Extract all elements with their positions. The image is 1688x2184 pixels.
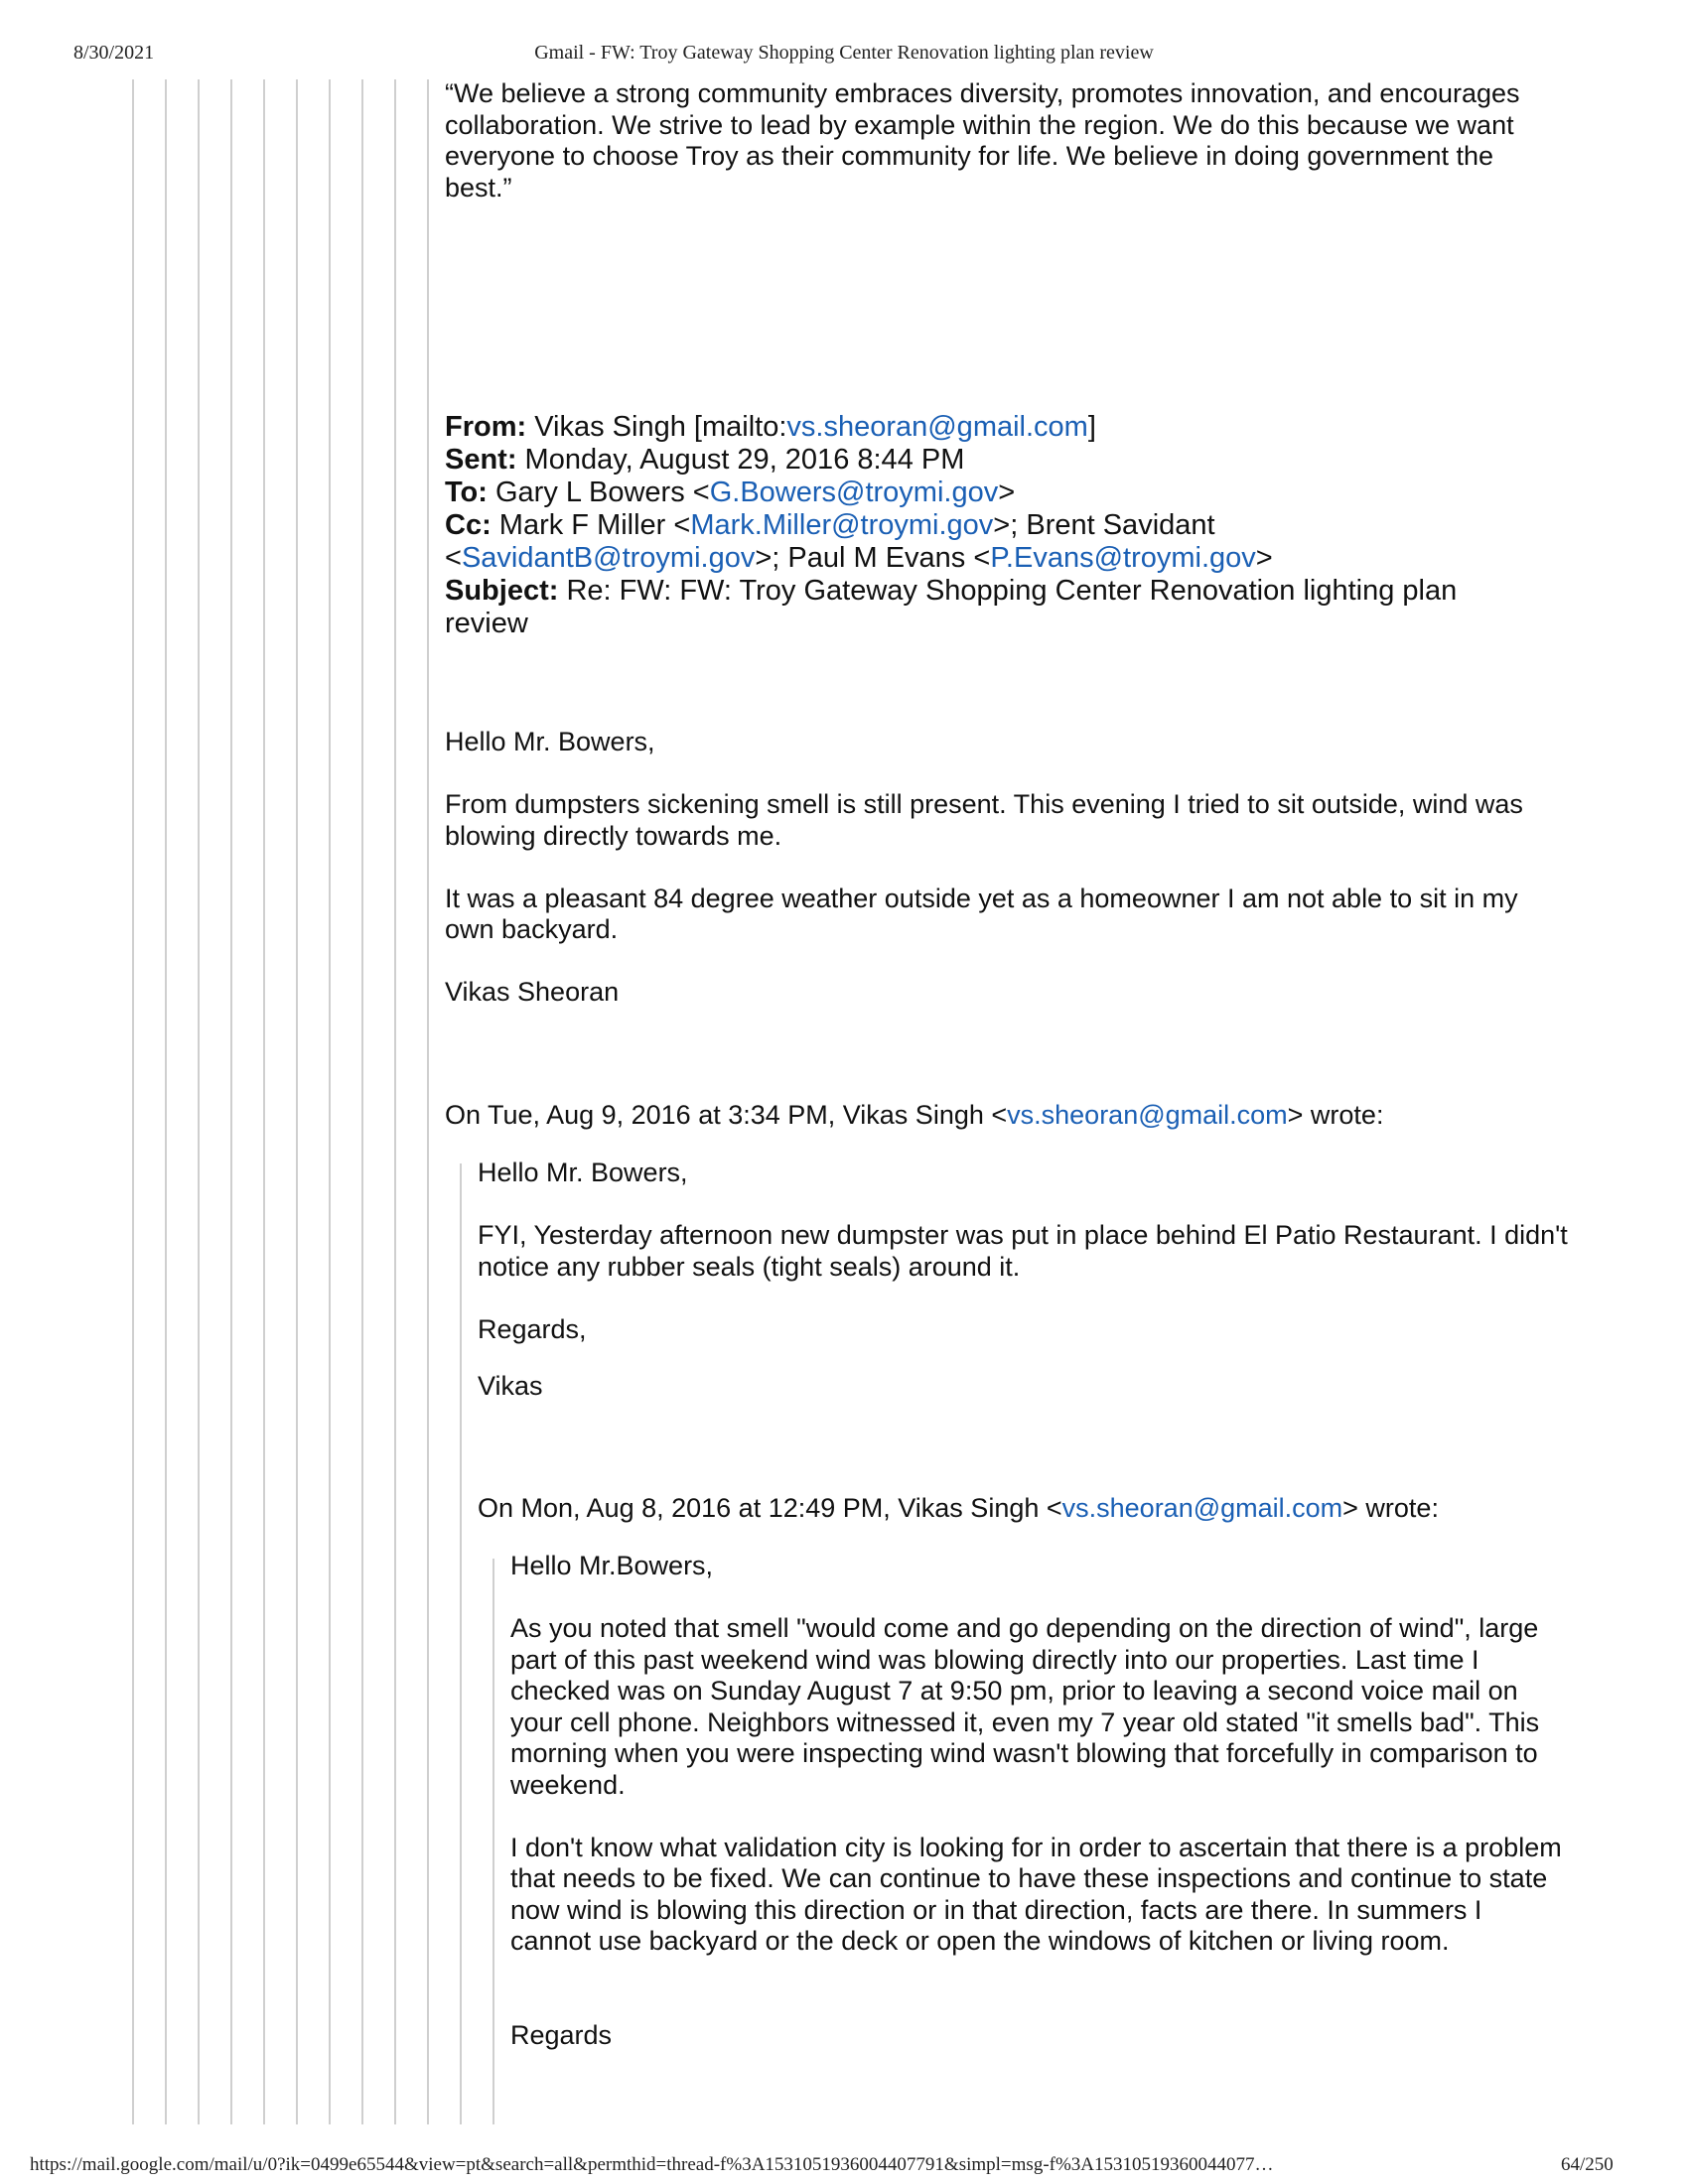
paragraph-line: blowing directly towards me. bbox=[445, 820, 782, 851]
mission-quote bbox=[445, 78, 1520, 204]
mission-line: collaboration. We strive to lead by example within the region. We do this because we want bbox=[445, 109, 1514, 140]
quote-line bbox=[460, 1163, 462, 2124]
attribution-email-link[interactable]: vs.sheoran@gmail.com bbox=[1061, 1493, 1343, 1523]
spacer bbox=[445, 852, 1523, 884]
cc-row bbox=[445, 509, 1457, 542]
paragraph-line: cannot use backyard or the deck or open the windows of kitchen or living room. bbox=[510, 1926, 1450, 1956]
message-body bbox=[445, 727, 1523, 1009]
to-email-link[interactable]: G.Bowers@troymi.gov bbox=[709, 477, 999, 508]
paragraph-line: As you noted that smell "would come and go depending on the direction of wind", large bbox=[510, 1613, 1539, 1643]
attribution-text: > wrote: bbox=[1342, 1493, 1439, 1523]
quoted-message bbox=[478, 1158, 1568, 1403]
to-row bbox=[445, 477, 1457, 509]
reply-attribution bbox=[445, 1100, 1383, 1132]
to-close: > bbox=[998, 477, 1016, 508]
greeting: Hello Mr. Bowers, bbox=[445, 727, 655, 756]
print-date: 8/30/2021 bbox=[73, 42, 155, 64]
quote-line bbox=[230, 79, 232, 2124]
quote-line bbox=[329, 79, 331, 2124]
quote-line bbox=[132, 79, 134, 2124]
attribution-line bbox=[445, 1100, 1383, 1132]
cc-label: Cc: bbox=[445, 509, 492, 541]
cc-text: < bbox=[445, 542, 462, 574]
signature: Vikas bbox=[478, 1371, 543, 1401]
paragraph-line: checked was on Sunday August 7 at 9:50 pm, prior to leaving a second voice mail on bbox=[510, 1676, 1518, 1706]
subject-text: Re: FW: FW: Troy Gateway Shopping Center Renovation lighting plan bbox=[558, 575, 1458, 607]
mission-line: “We believe a strong community embraces diversity, promotes innovation, and encourages bbox=[445, 78, 1520, 108]
attribution-text: > wrote: bbox=[1287, 1100, 1384, 1130]
spacer bbox=[445, 946, 1523, 978]
page-number: 64/250 bbox=[1561, 2154, 1614, 2175]
paragraph-line: I don't know what validation city is looking for in order to ascertain that there is a problem bbox=[510, 1832, 1562, 1862]
from-row bbox=[445, 411, 1457, 444]
email-header bbox=[445, 411, 1457, 640]
subject-row bbox=[445, 575, 1457, 608]
sent-label: Sent: bbox=[445, 444, 517, 476]
from-label: From: bbox=[445, 411, 527, 443]
attribution-email-link[interactable]: vs.sheoran@gmail.com bbox=[1007, 1100, 1288, 1130]
to-text: Gary L Bowers < bbox=[487, 477, 710, 508]
spacer bbox=[478, 1283, 1568, 1314]
from-email-link[interactable]: vs.sheoran@gmail.com bbox=[786, 411, 1088, 443]
attribution-text: On Tue, Aug 9, 2016 at 3:34 PM, Vikas Singh < bbox=[445, 1100, 1008, 1130]
print-title: Gmail - FW: Troy Gateway Shopping Center Renovation lighting plan review bbox=[534, 42, 1154, 64]
reply-attribution bbox=[478, 1493, 1439, 1525]
cc-text: >; Brent Savidant bbox=[993, 509, 1215, 541]
mission-line: everyone to choose Troy as their community for life. We believe in doing government the bbox=[445, 141, 1494, 171]
greeting: Hello Mr. Bowers, bbox=[478, 1158, 688, 1187]
spacer bbox=[510, 1988, 1562, 2020]
signature: Vikas Sheoran bbox=[445, 977, 620, 1007]
page-url: https://mail.google.com/mail/u/0?ik=0499e65544&view=pt&search=all&permthid=thread-f%3A1531051936004407791&simpl=msg-f%3A15310519360044077… bbox=[30, 2154, 1274, 2175]
spacer bbox=[445, 758, 1523, 790]
paragraph-line: FYI, Yesterday afternoon new dumpster was put in place behind El Patio Restaurant. I didn't bbox=[478, 1220, 1568, 1250]
spacer bbox=[478, 1189, 1568, 1221]
cc-email-link[interactable]: Mark.Miller@troymi.gov bbox=[690, 509, 994, 541]
paragraph-line: that needs to be fixed. We can continue to have these inspections and continue to state bbox=[510, 1863, 1548, 1893]
paragraph-line: own backyard. bbox=[445, 914, 619, 944]
quote-line bbox=[263, 79, 265, 2124]
spacer bbox=[510, 1958, 1562, 1989]
quote-line bbox=[198, 79, 200, 2124]
spacer bbox=[510, 1582, 1562, 1614]
paragraph-line: your cell phone. Neighbors witnessed it, even my 7 year old stated "it smells bad". This bbox=[510, 1706, 1540, 1737]
paragraph-line: part of this past weekend wind was blowing directly into our properties. Last time I bbox=[510, 1644, 1479, 1675]
sent-row bbox=[445, 444, 1457, 477]
print-header bbox=[0, 42, 1688, 68]
quote-line bbox=[361, 79, 363, 2124]
cc-email-link[interactable]: SavidantB@troymi.gov bbox=[461, 542, 756, 574]
cc-text: > bbox=[1255, 542, 1273, 574]
quote-line bbox=[394, 79, 396, 2124]
mission-line: best.” bbox=[445, 172, 512, 203]
quote-line bbox=[296, 79, 298, 2124]
paragraph-line: morning when you were inspecting wind wasn't blowing that forcefully in comparison to bbox=[510, 1738, 1538, 1768]
from-close: ] bbox=[1087, 411, 1096, 443]
quote-line bbox=[492, 1559, 494, 2124]
to-label: To: bbox=[445, 477, 488, 508]
subject-row-continued: review bbox=[445, 608, 528, 639]
paragraph-line: weekend. bbox=[510, 1769, 626, 1800]
from-text: Vikas Singh [mailto: bbox=[526, 411, 787, 443]
attribution-text: On Mon, Aug 8, 2016 at 12:49 PM, Vikas Singh < bbox=[478, 1493, 1062, 1523]
quoted-message bbox=[510, 1551, 1562, 2051]
print-footer bbox=[0, 2154, 1688, 2180]
paragraph-line: notice any rubber seals (tight seals) around it. bbox=[478, 1251, 1021, 1282]
paragraph-line: It was a pleasant 84 degree weather outside yet as a homeowner I am not able to sit in my bbox=[445, 883, 1518, 913]
greeting: Hello Mr.Bowers, bbox=[510, 1551, 714, 1580]
cc-text: Mark F Miller < bbox=[491, 509, 691, 541]
spacer bbox=[510, 1801, 1562, 1833]
cc-row-continued bbox=[445, 542, 1457, 575]
attribution-line bbox=[478, 1493, 1439, 1525]
cc-text: >; Paul M Evans < bbox=[755, 542, 991, 574]
sent-value: Monday, August 29, 2016 8:44 PM bbox=[516, 444, 965, 476]
regards: Regards bbox=[510, 2019, 613, 2050]
paragraph-line: now wind is blowing this direction or in that direction, facts are there. In summers I bbox=[510, 1894, 1482, 1925]
regards: Regards, bbox=[478, 1313, 587, 1344]
paragraph-line: From dumpsters sickening smell is still present. This evening I tried to sit outside, wind was bbox=[445, 789, 1523, 819]
subject-label: Subject: bbox=[445, 575, 559, 607]
quote-line bbox=[165, 79, 167, 2124]
quote-line bbox=[427, 79, 429, 2124]
cc-email-link[interactable]: P.Evans@troymi.gov bbox=[990, 542, 1256, 574]
